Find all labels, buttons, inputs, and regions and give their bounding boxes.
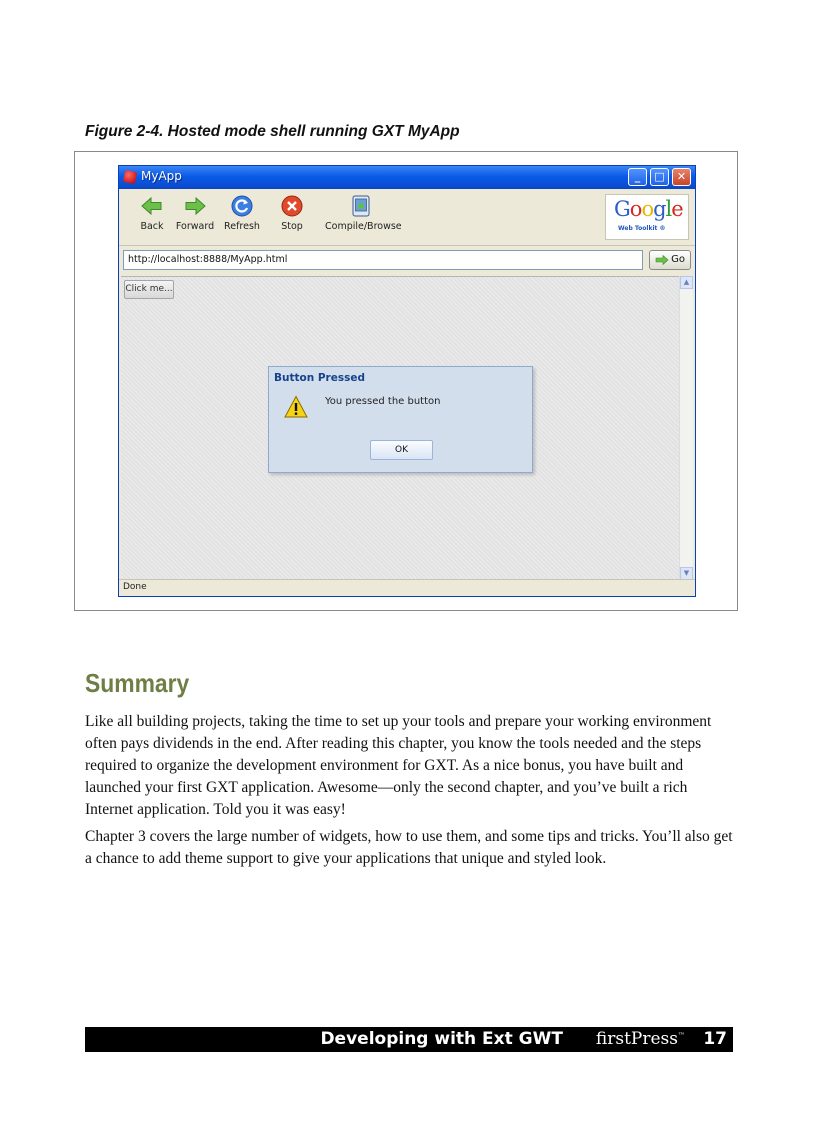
book-title: Developing with Ext GWT [320,1029,563,1049]
maximize-icon[interactable]: □ [650,168,669,186]
go-button[interactable] [649,250,691,270]
click-me-button[interactable]: Click me... [124,280,174,299]
brand-name: firstPress [595,1029,678,1049]
url-input[interactable]: http://localhost:8888/MyApp.html [123,250,643,270]
toolbar [119,189,695,246]
web-toolkit-text: Web Toolkit ® [618,225,666,232]
title-bar[interactable] [119,166,695,189]
forward-button[interactable] [173,194,217,232]
stop-icon [280,194,304,218]
go-arrow-icon [655,255,669,265]
trademark-symbol: ™ [678,1031,685,1040]
dialog-message: You pressed the button [325,396,441,407]
forward-label: Forward [175,221,215,232]
vertical-scrollbar[interactable] [679,276,693,580]
app-icon [123,170,137,184]
page-number: 17 [703,1029,727,1049]
summary-paragraph-2: Chapter 3 covers the large number of widgets, how to use them, and some tips and tricks. You’ll also get a chance to add theme support to give your applications that unique and styled look. [85,828,733,867]
content-area [121,276,681,581]
go-label: Go [671,254,685,265]
section-heading: Summary [85,668,190,698]
forward-arrow-icon [183,194,207,218]
address-row [119,246,695,274]
compile-browse-button[interactable] [325,194,402,232]
refresh-label: Refresh [224,221,260,232]
scroll-up-icon[interactable]: ▲ [680,276,693,289]
stop-label: Stop [281,221,303,232]
scroll-down-icon[interactable]: ▼ [680,567,693,580]
dialog-title: Button Pressed [274,372,365,384]
compile-browse-icon [349,194,373,218]
compile-browse-label: Compile/Browse [325,221,402,232]
summary-paragraph-1: Like all building projects, taking the time to set up your tools and prepare your working environment often pays dividends in the end. After reading this chapter, you know the tools needed and the steps required to organize the development environment for GXT. As a nice bonus, you have built and launched your first GXT application. Awesome—only the second chapter, and you’ve built a rich Internet application. Told you it was easy! [85,713,712,818]
close-icon[interactable]: ✕ [672,168,691,186]
figure-caption: Figure 2-4. Hosted mode shell running GXT MyApp [85,123,460,140]
app-window [118,165,696,597]
ok-button[interactable]: OK [370,440,433,460]
back-button[interactable] [133,194,171,232]
google-wordmark: Google [614,197,683,221]
status-bar: Done [119,579,695,596]
stop-button[interactable] [277,194,307,232]
google-web-toolkit-logo [605,194,689,240]
back-arrow-icon [140,194,164,218]
publisher-brand [596,1029,685,1049]
window-title: MyApp [141,169,182,183]
minimize-icon[interactable]: _ [628,168,647,186]
refresh-icon [230,194,254,218]
refresh-button[interactable] [221,194,263,232]
warning-icon [284,395,308,419]
message-dialog [268,366,533,473]
back-label: Back [140,221,164,232]
page-footer [85,1027,733,1052]
